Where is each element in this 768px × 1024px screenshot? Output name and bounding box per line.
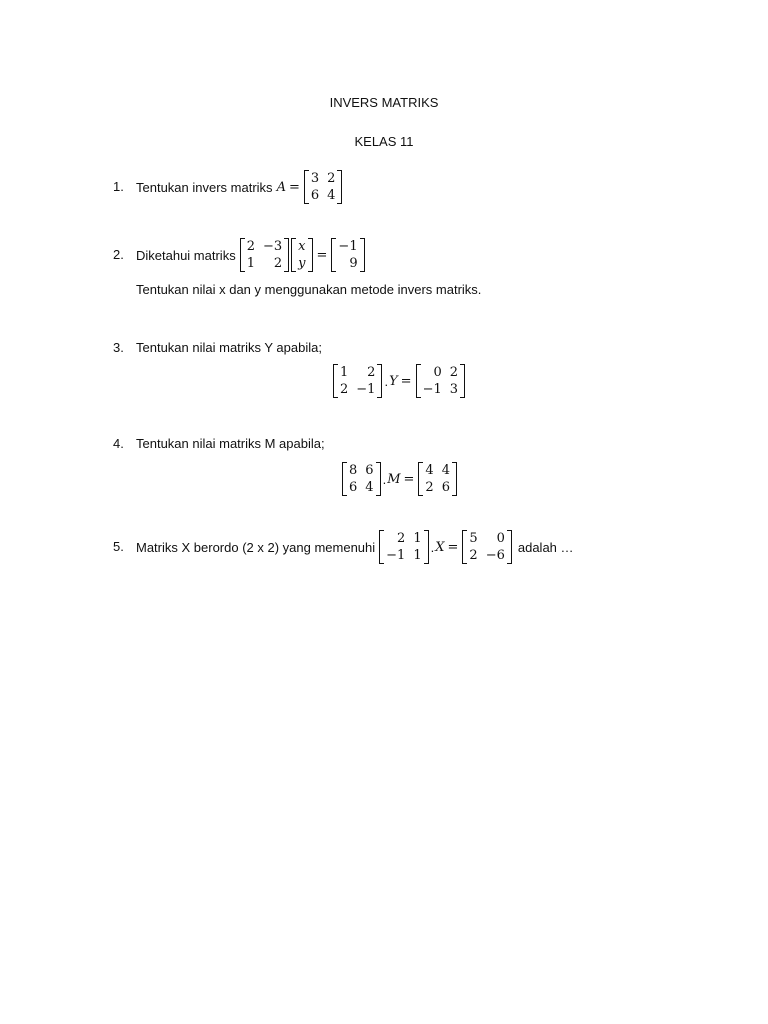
matrix-cell: 6 — [349, 480, 358, 495]
matrix-cell: −1 — [356, 382, 376, 397]
right-matrix — [418, 462, 457, 496]
matrix-cell: 2 — [469, 548, 478, 563]
matrix-cell: 6 — [365, 463, 374, 478]
variable-vector — [291, 238, 312, 272]
matrix-a — [304, 170, 343, 204]
matrix-cell: 1 — [246, 256, 255, 271]
matrix-cell: 2 — [327, 171, 336, 186]
matrix-cell: −1 — [338, 239, 358, 254]
left-matrix — [342, 462, 381, 496]
matrix-cell: 4 — [365, 480, 374, 495]
matrix-variable: X — [435, 539, 445, 555]
multiply-dot: . — [430, 539, 435, 555]
equals-sign: = — [447, 539, 459, 555]
matrix-variable: A — [276, 179, 286, 195]
left-matrix — [333, 364, 382, 398]
multiply-dot: . — [382, 471, 387, 487]
matrix-cell: 4 — [327, 188, 336, 203]
question-number: 2. — [113, 247, 124, 262]
equals-sign: = — [400, 373, 412, 389]
question-1 — [136, 170, 343, 204]
matrix-variable: M — [387, 471, 401, 487]
matrix-cell: 2 — [367, 365, 376, 380]
question-text: Tentukan nilai matriks M apabila; — [136, 436, 325, 451]
question-text: Matriks X berordo (2 x 2) yang memenuhi — [136, 539, 376, 555]
page-title: INVERS MATRIKS — [329, 95, 439, 110]
matrix-cell: 0 — [496, 531, 505, 546]
question-number: 3. — [113, 340, 124, 355]
matrix-cell: 6 — [310, 188, 320, 203]
question-4-equation — [341, 462, 458, 496]
matrix-cell: 5 — [469, 531, 478, 546]
matrix-cell: 2 — [425, 480, 434, 495]
question-2-followup: Tentukan nilai x dan y menggunakan metode invers matriks. — [136, 282, 482, 297]
question-3-equation — [332, 364, 466, 398]
right-matrix — [416, 364, 465, 398]
question-text: Diketahui matriks — [136, 247, 236, 263]
matrix-cell: 9 — [349, 256, 358, 271]
multiply-dot: . — [384, 373, 389, 389]
equals-sign: = — [316, 247, 328, 263]
matrix-cell: 2 — [246, 239, 255, 254]
question-number: 4. — [113, 436, 124, 451]
matrix-cell: −6 — [485, 548, 505, 563]
question-text: Tentukan nilai matriks Y apabila; — [136, 340, 322, 355]
matrix-cell: −1 — [422, 382, 442, 397]
equals-sign: = — [403, 471, 415, 487]
matrix-cell: 2 — [273, 256, 283, 271]
matrix-cell: 4 — [441, 463, 450, 478]
matrix-cell: 6 — [441, 480, 450, 495]
coefficient-matrix — [240, 238, 289, 272]
matrix-cell: 3 — [449, 382, 459, 397]
page-subtitle: KELAS 11 — [354, 134, 414, 149]
constant-vector — [331, 238, 364, 272]
left-matrix — [379, 530, 428, 564]
question-suffix: adalah … — [517, 539, 574, 555]
equals-sign: = — [288, 179, 300, 195]
question-5 — [136, 530, 574, 564]
matrix-cell: 1 — [413, 548, 422, 563]
matrix-cell: 4 — [425, 463, 434, 478]
question-text: Tentukan invers matriks — [136, 179, 273, 195]
matrix-cell: x — [298, 239, 306, 254]
matrix-cell: 3 — [310, 171, 320, 186]
matrix-cell: y — [298, 256, 306, 271]
question-2 — [136, 238, 366, 272]
matrix-cell: 2 — [397, 531, 406, 546]
matrix-cell: −3 — [262, 239, 283, 254]
matrix-variable: Y — [389, 373, 398, 389]
matrix-cell: 8 — [349, 463, 358, 478]
matrix-cell: 2 — [449, 365, 459, 380]
matrix-cell: 1 — [413, 531, 422, 546]
matrix-cell: −1 — [386, 548, 406, 563]
matrix-cell: 2 — [340, 382, 349, 397]
question-number: 5. — [113, 539, 124, 554]
question-number: 1. — [113, 179, 124, 194]
matrix-cell: 0 — [433, 365, 442, 380]
right-matrix — [462, 530, 511, 564]
matrix-cell: 1 — [340, 365, 349, 380]
